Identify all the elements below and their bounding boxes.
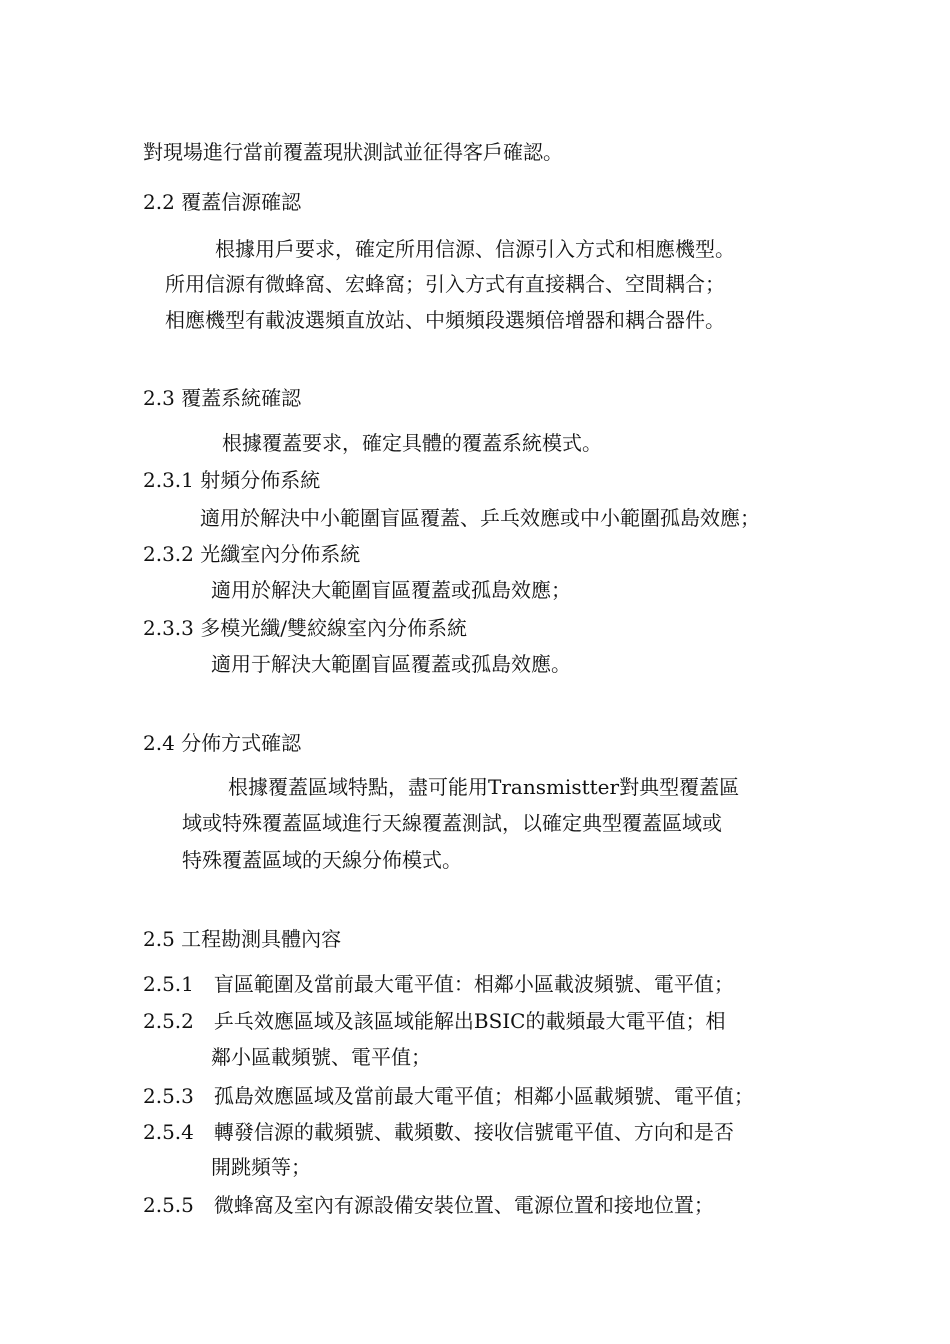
paragraph-line: 適用於解決中小範圍盲區覆蓋、乒乓效應或中小範圍孤島效應； xyxy=(200,506,760,530)
paragraph-line: 相應機型有載波選頻直放站、中頻頻段選頻倍增器和耦合器件。 xyxy=(165,308,725,332)
section-heading: 2.4 分佈方式確認 xyxy=(143,731,302,755)
paragraph-line: 適用于解決大範圍盲區覆蓋或孤島效應。 xyxy=(211,652,571,676)
section-heading: 2.5 工程勘測具體內容 xyxy=(143,927,342,951)
paragraph-line: 適用於解決大範圍盲區覆蓋或孤島效應； xyxy=(211,578,571,602)
paragraph-line: 所用信源有微蜂窩、宏蜂窩；引入方式有直接耦合、空間耦合； xyxy=(165,272,725,296)
subsection-heading: 2.3.3 多模光纖/雙絞線室內分佈系統 xyxy=(143,616,467,640)
subsection-heading: 2.3.1 射頻分佈系統 xyxy=(143,468,321,492)
paragraph-line: 域或特殊覆蓋區域進行天線覆蓋測試，以確定典型覆蓋區域或 xyxy=(182,811,722,835)
list-item-continuation: 鄰小區載頻號、電平值； xyxy=(211,1045,431,1069)
paragraph-line: 特殊覆蓋區域的天線分佈模式。 xyxy=(182,848,462,872)
section-heading: 2.3 覆蓋系統確認 xyxy=(143,386,302,410)
paragraph-line: 根據覆蓋要求，確定具體的覆蓋系統模式。 xyxy=(222,431,602,455)
list-item: 2.5.2 乒乓效應區域及該區域能解出BSIC的載頻最大電平值；相 xyxy=(143,1009,726,1033)
paragraph-line: 根據覆蓋區域特點，盡可能用Transmistter對典型覆蓋區 xyxy=(228,775,740,799)
list-item-continuation: 開跳頻等； xyxy=(211,1155,311,1179)
section-heading: 2.2 覆蓋信源確認 xyxy=(143,190,302,214)
list-item: 2.5.3 孤島效應區域及當前最大電平值；相鄰小區載頻號、電平值； xyxy=(143,1084,754,1108)
subsection-heading: 2.3.2 光纖室內分佈系統 xyxy=(143,542,361,566)
paragraph-line: 根據用戶要求，確定所用信源、信源引入方式和相應機型。 xyxy=(215,237,735,261)
list-item: 2.5.4 轉發信源的載頻號、載頻數、接收信號電平值、方向和是否 xyxy=(143,1120,734,1144)
paragraph-line: 對現場進行當前覆蓋現狀測試並征得客戶確認。 xyxy=(143,140,563,164)
list-item: 2.5.1 盲區範圍及當前最大電平值：相鄰小區載波頻號、電平值； xyxy=(143,972,734,996)
list-item: 2.5.5 微蜂窩及室內有源設備安裝位置、電源位置和接地位置； xyxy=(143,1193,714,1217)
